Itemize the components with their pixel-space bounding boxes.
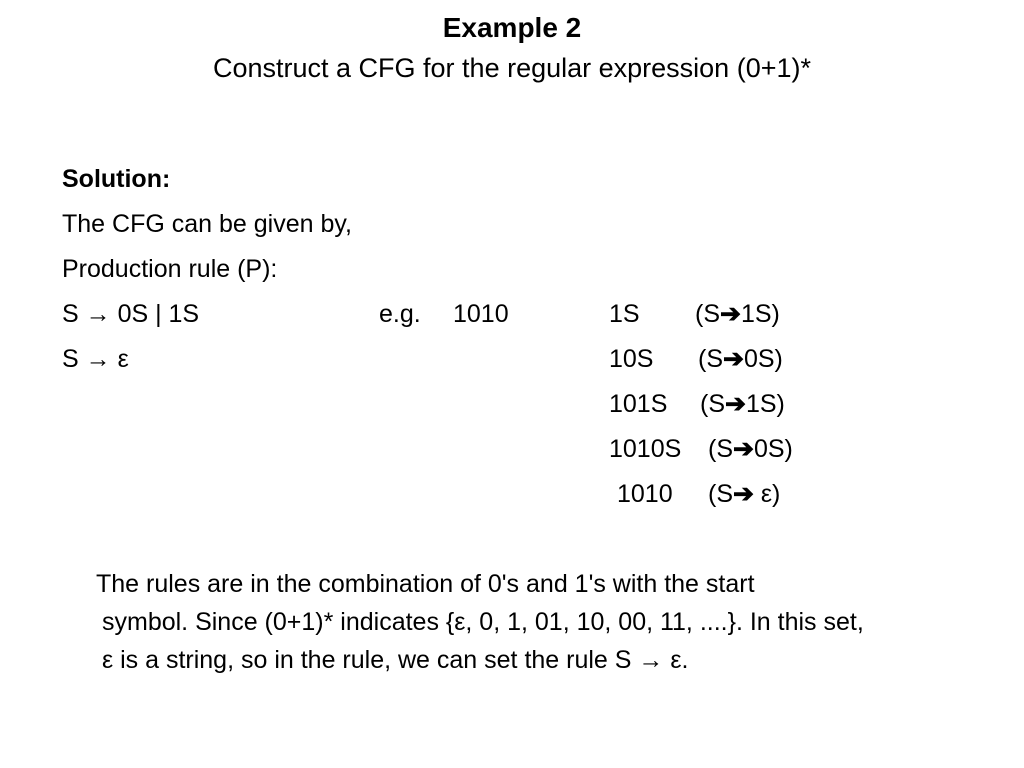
production-rule-1: S → 0S | 1S (62, 300, 200, 328)
derivation-rule-5-lhs: (S (708, 480, 733, 508)
derivation-rule-3 (700, 388, 785, 420)
derivation-rule-4-rhs: 0S) (753, 435, 793, 463)
arrow-icon: ➔ (723, 345, 744, 373)
derivation-form-4: 1010S (609, 435, 682, 463)
derivation-form-2: 10S (609, 345, 654, 373)
solution-label: Solution: (62, 165, 171, 193)
derivation-rule-1-lhs: (S (695, 300, 720, 328)
arrow-icon: ➔ (733, 435, 754, 463)
derivation-rule-5-rhs: ε) (753, 480, 781, 508)
derivation-rule-3-lhs: (S (700, 390, 725, 418)
explanation-line-2: symbol. Since (0+1)* indicates {ε, 0, 1, 01, 10, 00, 11, ....}. In this set, (102, 608, 864, 636)
intro-text: The CFG can be given by, (62, 210, 352, 238)
derivation-rule-5 (708, 478, 780, 510)
derivation-rule-2 (698, 343, 783, 375)
example-string: 1010 (453, 300, 509, 328)
derivation-form-1: 1S (609, 300, 640, 328)
derivation-rule-1 (695, 298, 780, 330)
production-rule-2: S → ε (62, 345, 129, 373)
arrow-icon: ➔ (733, 480, 754, 508)
derivation-rule-4-lhs: (S (708, 435, 733, 463)
arrow-icon: ➔ (720, 300, 741, 328)
example-label: e.g. (379, 300, 421, 328)
derivation-form-5: 1010 (617, 480, 673, 508)
explanation-line-1: The rules are in the combination of 0's and 1's with the start (96, 570, 755, 598)
derivation-rule-4 (708, 433, 793, 465)
slide-subtitle: Construct a CFG for the regular expression (0+1)* (212, 53, 811, 83)
derivation-rule-2-lhs: (S (698, 345, 723, 373)
derivation-rule-2-rhs: 0S) (743, 345, 783, 373)
production-label: Production rule (P): (62, 255, 278, 283)
derivation-rule-1-rhs: 1S) (740, 300, 780, 328)
slide-title: Example 2 (442, 12, 582, 43)
explanation-line-3: ε is a string, so in the rule, we can set the rule S → ε. (102, 646, 689, 674)
arrow-icon: ➔ (725, 390, 746, 418)
derivation-rule-3-rhs: 1S) (745, 390, 785, 418)
derivation-form-3: 101S (609, 390, 668, 418)
